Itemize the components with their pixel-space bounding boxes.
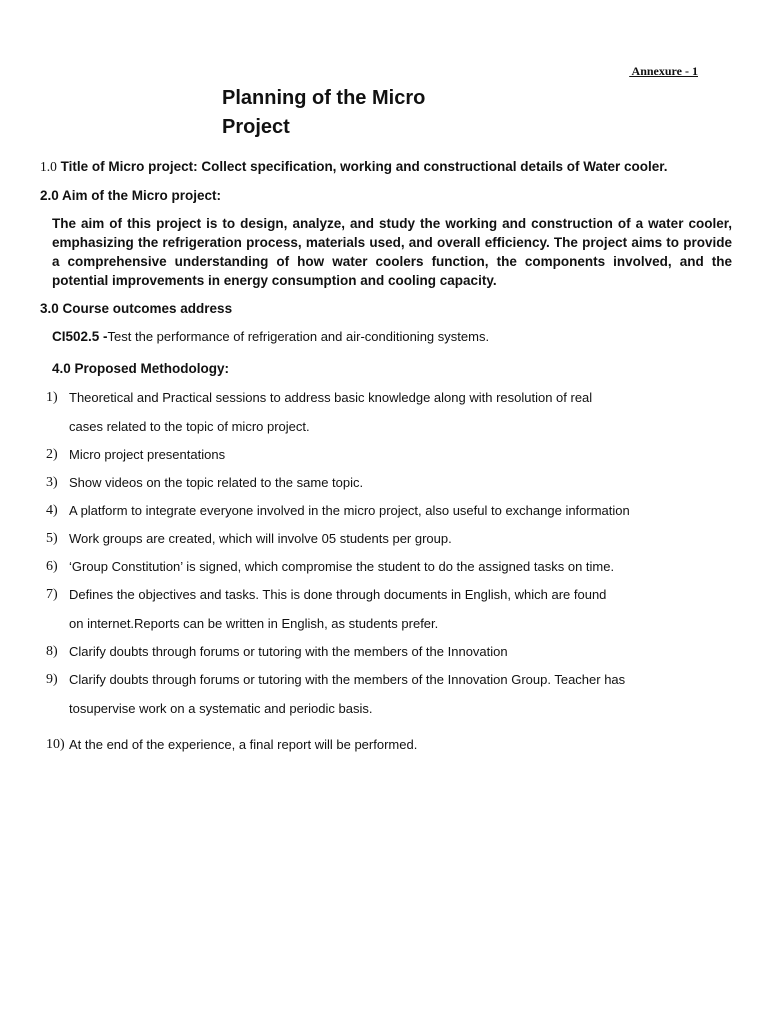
list-item-number: 4) [46, 503, 58, 518]
list-item-line: cases related to the topic of micro project. [69, 419, 310, 434]
list-item-number: 8) [46, 644, 58, 659]
list-item-line: Clarify doubts through forums or tutoring with the members of the Innovation Group. Teacher has [69, 672, 626, 687]
aim-paragraph: The aim of this project is to design, analyze, and study the working and construction of a water cooler, emphasizing the refrigeration process, materials used, and overall efficiency. The project aims to provide a comprehensive understanding of how water coolers function, the components involved, and the potential improvements in energy consumption and cooling capacity. [52, 216, 732, 288]
list-item-text: ‘Group Constitution’ is signed, which compromise the student to do the assigned tasks on time. [69, 559, 615, 574]
list-item-text: Clarify doubts through forums or tutoring with the members of the Innovation [69, 644, 508, 659]
section-number: 1.0 [40, 159, 57, 174]
list-item-line: Theoretical and Practical sessions to address basic knowledge along with resolution of real [69, 390, 593, 405]
list-item-text: Show videos on the topic related to the same topic. [69, 475, 364, 490]
course-outcome-code: CI502.5 - [52, 329, 108, 344]
course-outcome-line [52, 328, 489, 346]
annexure-label: Annexure - 1 [629, 64, 698, 78]
list-item-number: 1) [46, 390, 58, 405]
list-item-number: 5) [46, 531, 58, 546]
list-item-text: Work groups are created, which will involve 05 students per group. [69, 531, 452, 546]
section-course-outcomes-heading: 3.0 Course outcomes address [40, 301, 233, 316]
page-title [222, 84, 462, 142]
list-item-number: 2) [46, 447, 58, 462]
page-title-line-2: Project [222, 116, 290, 138]
list-item-text: Micro project presentations [69, 447, 226, 462]
list-item-line: Defines the objectives and tasks. This is done through documents in English, which are found [69, 587, 607, 602]
list-item-line: tosupervise work on a systematic and periodic basis. [69, 701, 373, 716]
list-item-number: 7) [46, 587, 58, 602]
list-item-number: 9) [46, 672, 58, 687]
list-item-text: A platform to integrate everyone involved in the micro project, also useful to exchange information [69, 503, 630, 518]
page-title-line-1: Planning of the Micro [222, 87, 426, 109]
list-item-text [69, 586, 606, 633]
section-methodology-heading: 4.0 Proposed Methodology: [52, 361, 230, 376]
list-item-number: 3) [46, 475, 58, 490]
course-outcome-text: Test the performance of refrigeration and air-conditioning systems. [107, 329, 490, 344]
list-item-text: At the end of the experience, a final report will be performed. [69, 737, 418, 752]
list-item-text [69, 389, 592, 436]
list-item-number: 10) [46, 737, 65, 752]
list-item-number: 6) [46, 559, 58, 574]
list-item-text [69, 671, 625, 718]
section-text: Title of Micro project: Collect specification, working and constructional details of Water cooler. [60, 159, 668, 174]
section-title-of-micro-project [40, 158, 668, 176]
list-item-line: on internet.Reports can be written in English, as students prefer. [69, 616, 439, 631]
section-aim-heading: 2.0 Aim of the Micro project: [40, 188, 222, 203]
